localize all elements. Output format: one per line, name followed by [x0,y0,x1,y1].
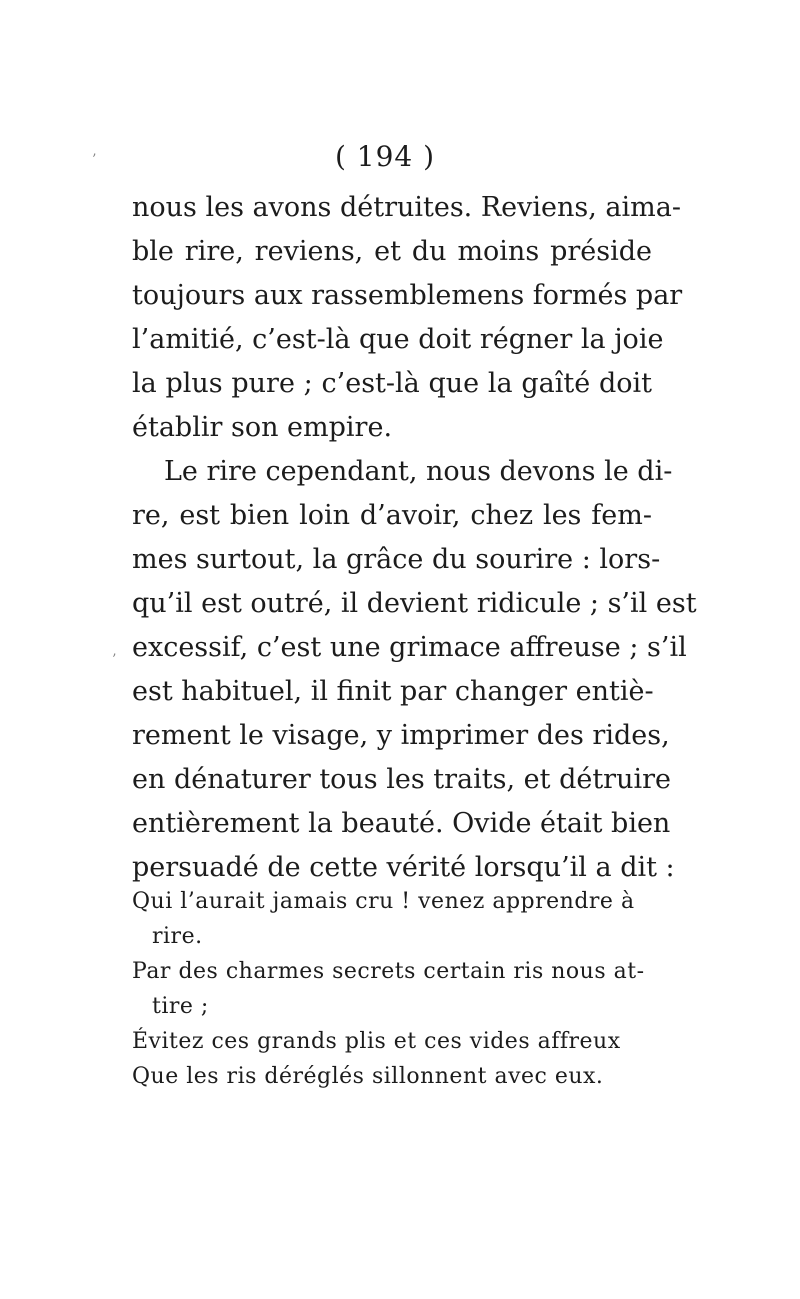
prose-line: mes surtout, la grâce du sourire : lors- [132,544,661,575]
ink-speck: ’ [112,652,117,668]
prose-line: qu’il est outré, il devient ridicule ; s’il est [132,588,697,619]
verse-quote [132,884,645,1094]
prose-line: établir son empire. [132,412,393,443]
prose-body [132,186,697,890]
prose-line: nous les avons détruites. Reviens, aima- [132,192,681,223]
verse-line: Qui l’aurait jamais cru ! venez apprendre à [132,889,635,914]
prose-line: excessif, c’est une grimace affreuse ; s’il [132,632,687,663]
ink-speck: ’ [92,152,97,168]
prose-line: l’amitié, c’est-là que doit régner la joie [132,324,664,355]
prose-line: toujours aux rassemblemens formés par [132,280,683,311]
verse-line: Que les ris déréglés sillonnent avec eux. [132,1064,604,1089]
prose-line: rement le visage, y imprimer des rides, [132,720,670,751]
prose-line: re, est bien loin d’avoir, chez les fem- [132,500,652,531]
verse-line-continuation: rire. [152,924,203,949]
prose-line: la plus pure ; c’est-là que la gaîté doit [132,368,652,399]
verse-line: Évitez ces grands plis et ces vides affreux [132,1029,621,1054]
prose-line: Le rire cependant, nous devons le di- [164,456,673,487]
prose-line: ble rire, reviens, et du moins préside [132,236,652,267]
verse-line: Par des charmes secrets certain ris nous at- [132,959,645,984]
page-number: ( 194 ) [334,140,436,173]
prose-line: en dénaturer tous les traits, et détruire [132,764,671,795]
prose-line: persuadé de cette vérité lorsqu’il a dit : [132,852,675,883]
prose-line: est habituel, il finit par changer entiè- [132,676,654,707]
verse-line-continuation: tire ; [152,994,209,1019]
prose-line: entièrement la beauté. Ovide était bien [132,808,671,839]
